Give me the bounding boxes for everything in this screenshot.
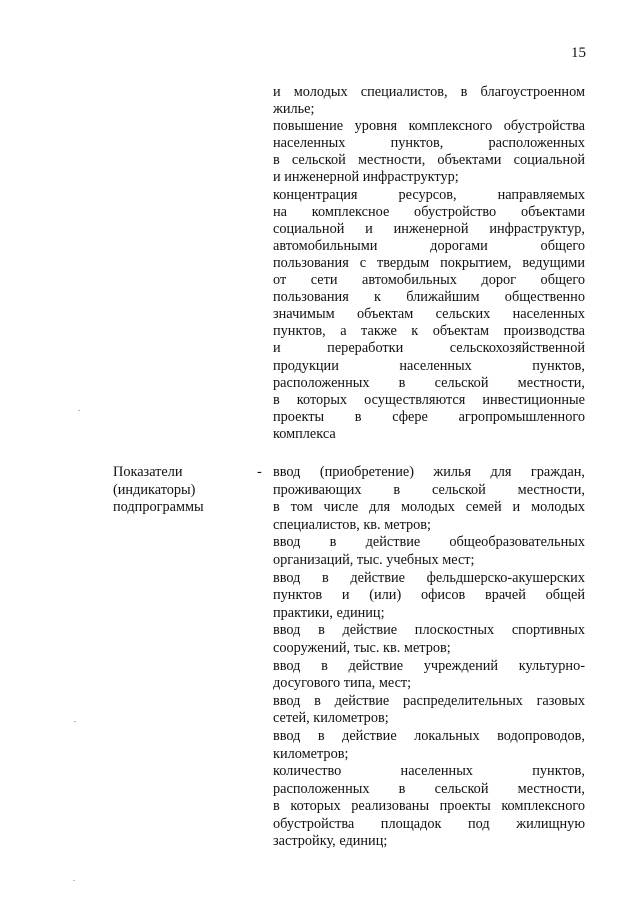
page-number: 15 (571, 45, 586, 61)
text-line: застройку, единиц; (273, 833, 388, 850)
text-line: и переработки сельскохозяйственной (273, 340, 585, 357)
text-line: жилье; (273, 101, 315, 118)
text-line: досугового типа, мест; (273, 675, 412, 692)
passport-goals-text (273, 84, 585, 443)
scan-speck (74, 721, 76, 722)
separator-dash: - (257, 464, 262, 480)
text-line: ввод в действие распределительных газовых (273, 692, 585, 709)
text-line: социальной и инженерной инфраструктур, (273, 220, 585, 237)
label-line: подпрограммы (113, 499, 204, 516)
text-line: продукции населенных пунктов, (273, 357, 585, 374)
text-line: пользования к ближайшим общественно (273, 289, 585, 306)
text-line: организаций, тыс. учебных мест; (273, 551, 475, 568)
text-line: сетей, километров; (273, 710, 389, 727)
text-line: в сельской местности, объектами социальной (273, 152, 585, 169)
text-line: километров; (273, 745, 349, 762)
indicators-text (273, 464, 585, 851)
text-line: в том числе для молодых семей и молодых (273, 499, 585, 516)
text-line: значимым объектам сельских населенных (273, 306, 585, 323)
text-line: ввод в действие общеобразовательных (273, 534, 585, 551)
text-line: практики, единиц; (273, 604, 385, 621)
text-line: населенных пунктов, расположенных (273, 135, 585, 152)
text-line: специалистов, кв. метров; (273, 516, 432, 533)
text-line: ввод (приобретение) жилья для граждан, (273, 464, 585, 480)
label-line: Показатели (113, 464, 183, 480)
label-line: (индикаторы) (113, 481, 196, 498)
scan-speck (78, 410, 80, 411)
text-line: сооружений, тыс. кв. метров; (273, 639, 451, 656)
text-line: повышение уровня комплексного обустройства (273, 118, 585, 135)
text-line: в которых осуществляются инвестиционные (273, 391, 585, 408)
text-line: пунктов, а также к объектам производства (273, 323, 585, 340)
text-line: расположенных в сельской местности, (273, 780, 585, 797)
text-line: пользования с твердым покрытием, ведущими (273, 254, 585, 271)
text-line: расположенных в сельской местности, (273, 374, 585, 391)
text-line: проекты в сфере агропромышленного (273, 408, 585, 425)
text-line: концентрация ресурсов, направляемых (273, 186, 585, 203)
text-line: от сети автомобильных дорог общего (273, 272, 585, 289)
scan-speck (73, 880, 75, 881)
text-line: и инженерной инфраструктур; (273, 169, 459, 186)
text-line: комплекса (273, 425, 336, 442)
indicators-label (113, 464, 243, 517)
text-line: автомобильными дорогами общего (273, 237, 585, 254)
text-line: в которых реализованы проекты комплексного (273, 798, 585, 815)
text-line: ввод в действие учреждений культурно- (273, 657, 585, 674)
text-line: ввод в действие локальных водопроводов, (273, 727, 585, 744)
text-line: ввод в действие фельдшерско-акушерских (273, 569, 585, 586)
text-line: ввод в действие плоскостных спортивных (273, 622, 585, 639)
text-line: количество населенных пунктов, (273, 763, 585, 780)
text-line: обустройства площадок под жилищную (273, 815, 585, 832)
text-line: пунктов и (или) офисов врачей общей (273, 587, 585, 604)
text-line: и молодых специалистов, в благоустроенном (273, 84, 585, 100)
text-line: на комплексное обустройство объектами (273, 203, 585, 220)
text-line: проживающих в сельской местности, (273, 481, 585, 498)
